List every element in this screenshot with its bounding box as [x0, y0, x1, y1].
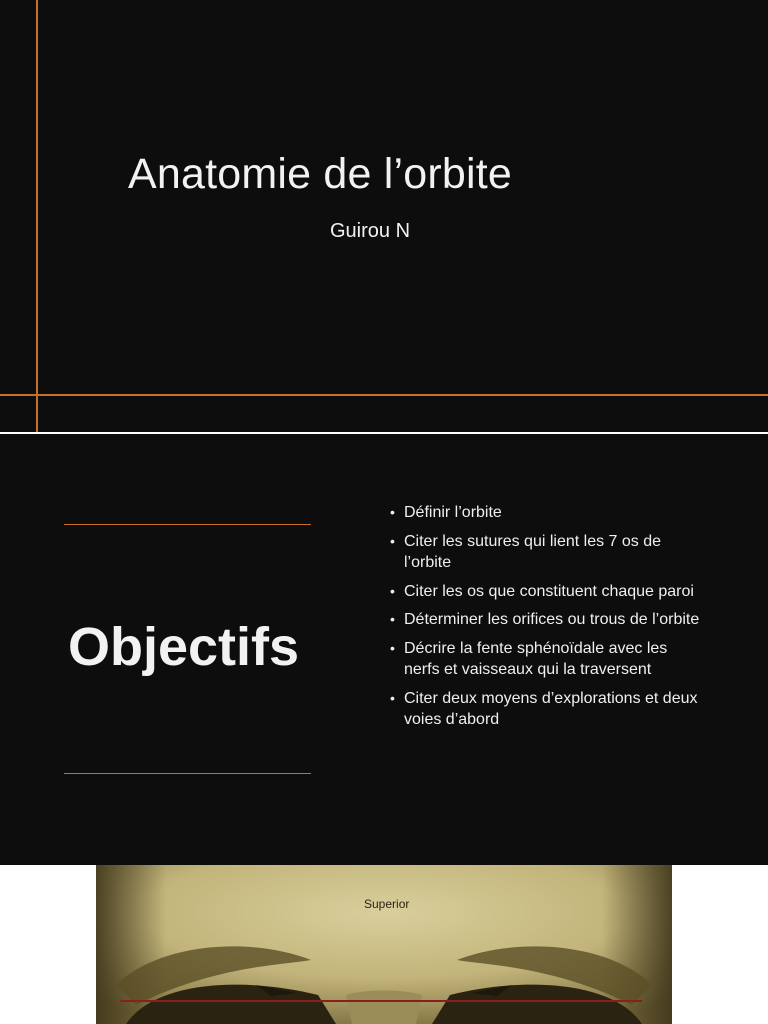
- list-item-text: Citer les sutures qui lient les 7 os de l’orbite: [404, 532, 662, 571]
- objectives-list: [390, 502, 705, 738]
- skull-image-slide: [0, 865, 768, 1024]
- title-slide: [0, 0, 768, 432]
- accent-horizontal-line: [0, 394, 768, 396]
- image-orientation-label: Superior: [364, 897, 410, 911]
- skull-illustration: [96, 865, 672, 1024]
- list-item: [390, 502, 705, 524]
- bullet-icon: •: [390, 504, 395, 520]
- list-item-text: Décrire la fente sphénoïdale avec les nerfs et vaisseaux qui la traversent: [404, 639, 668, 678]
- accent-rule-top: [64, 524, 311, 525]
- bullet-icon: •: [390, 582, 395, 599]
- list-item-text: Citer les os que constituent chaque paroi: [404, 582, 694, 600]
- bullet-icon: •: [390, 611, 395, 627]
- list-item: [390, 531, 705, 574]
- list-item-text: Citer deux moyens d’explorations et deux voies d’abord: [404, 689, 698, 728]
- objectives-slide: [0, 434, 768, 865]
- accent-rule-bottom: [64, 773, 311, 774]
- objectives-title: Objectifs: [68, 617, 300, 677]
- list-item: [390, 688, 705, 731]
- list-item: [390, 638, 705, 681]
- bullet-icon: •: [390, 689, 395, 706]
- list-item: [390, 581, 705, 603]
- accent-vertical-line: [36, 0, 38, 432]
- slide-title: Anatomie de l’orbite: [128, 150, 513, 198]
- list-item-text: Déterminer les orifices ou trous de l’orbite: [404, 611, 700, 628]
- list-item-text: Définir l’orbite: [404, 504, 502, 521]
- bullet-icon: •: [390, 532, 395, 549]
- bullet-icon: •: [390, 639, 395, 656]
- list-item: [390, 609, 705, 631]
- skull-image: [96, 865, 672, 1024]
- slide-subtitle: Guirou N: [330, 220, 411, 242]
